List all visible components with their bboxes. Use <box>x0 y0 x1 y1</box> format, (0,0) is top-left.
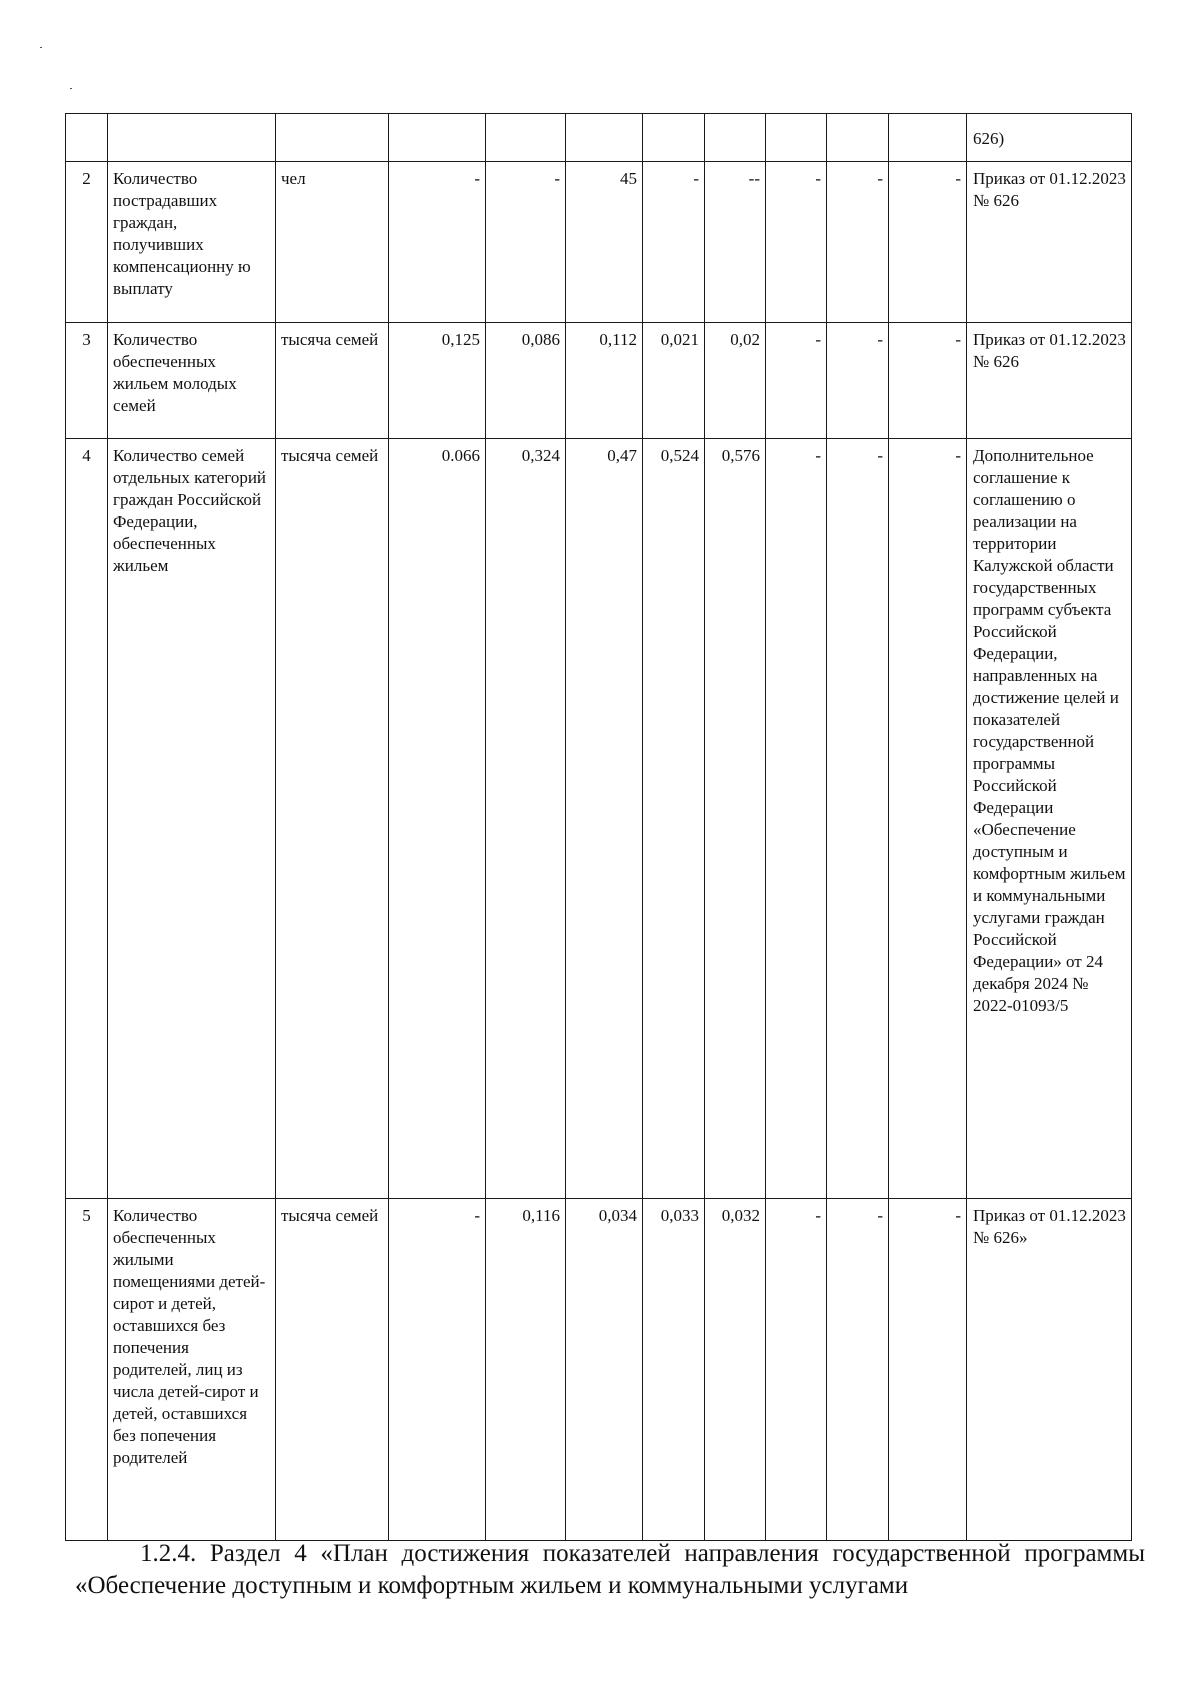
cell-value <box>827 114 889 162</box>
value-5: 0,02 <box>705 323 766 439</box>
value-3: 0,47 <box>566 439 643 1199</box>
unit: чел <box>276 162 389 323</box>
value-2: 0,324 <box>486 439 566 1199</box>
indicator-name: Количество пострадавших граждан, получивших компенсационну ю выплату <box>108 162 276 323</box>
cell-num <box>66 114 108 162</box>
value-4: - <box>643 162 705 323</box>
value-6: - <box>766 323 827 439</box>
table-row-continuation <box>66 114 1132 162</box>
row-number: 4 <box>66 439 108 1199</box>
value-7: - <box>827 323 889 439</box>
value-1: 0,125 <box>389 323 486 439</box>
cell-unit <box>276 114 389 162</box>
unit: тысяча семей <box>276 323 389 439</box>
unit: тысяча семей <box>276 439 389 1199</box>
cell-value <box>486 114 566 162</box>
row-number: 5 <box>66 1199 108 1541</box>
cell-name <box>108 114 276 162</box>
source-document: Приказ от 01.12.2023 № 626 <box>967 323 1132 439</box>
value-7: - <box>827 1199 889 1541</box>
value-7: - <box>827 439 889 1199</box>
cell-value <box>705 114 766 162</box>
value-4: 0,033 <box>643 1199 705 1541</box>
cell-value <box>566 114 643 162</box>
value-8: - <box>889 162 967 323</box>
value-7: - <box>827 162 889 323</box>
value-6: - <box>766 439 827 1199</box>
value-8: - <box>889 1199 967 1541</box>
row-number: 2 <box>66 162 108 323</box>
section-note-text: 1.2.4. Раздел 4 «План достижения показателей направления государственной программы «Обеспечение доступным и комфортным жильем и коммунальными услугами <box>75 1540 1145 1599</box>
indicators-table <box>65 113 1132 1541</box>
table-row <box>66 323 1132 439</box>
value-3: 0,034 <box>566 1199 643 1541</box>
value-6: - <box>766 1199 827 1541</box>
value-1: - <box>389 1199 486 1541</box>
scan-speck <box>40 47 42 48</box>
value-1: - <box>389 162 486 323</box>
value-2: 0,086 <box>486 323 566 439</box>
scan-speck <box>70 88 72 89</box>
value-3: 45 <box>566 162 643 323</box>
unit: тысяча семей <box>276 1199 389 1541</box>
value-5: -- <box>705 162 766 323</box>
table-row <box>66 162 1132 323</box>
row-number: 3 <box>66 323 108 439</box>
cell-value <box>643 114 705 162</box>
source-document: Приказ от 01.12.2023 № 626 <box>967 162 1132 323</box>
value-1: 0.066 <box>389 439 486 1199</box>
table-row <box>66 1199 1132 1541</box>
value-8: - <box>889 439 967 1199</box>
value-4: 0,021 <box>643 323 705 439</box>
indicator-name: Количество семей отдельных категорий граждан Российской Федерации, обеспеченных жильем <box>108 439 276 1199</box>
value-8: - <box>889 323 967 439</box>
indicator-name: Количество обеспеченных жилыми помещениями детей-сирот и детей, оставшихся без попечения родителей, лиц из числа детей-сирот и детей, оставшихся без попечения родителей <box>108 1199 276 1541</box>
cell-value <box>889 114 967 162</box>
value-2: - <box>486 162 566 323</box>
table-row <box>66 439 1132 1199</box>
source-document: Приказ от 01.12.2023 № 626» <box>967 1199 1132 1541</box>
value-6: - <box>766 162 827 323</box>
cell-value <box>389 114 486 162</box>
value-5: 0,576 <box>705 439 766 1199</box>
value-3: 0,112 <box>566 323 643 439</box>
value-5: 0,032 <box>705 1199 766 1541</box>
source-document: Дополнительное соглашение к соглашению о реализации на территории Калужской области государственных программ субъекта Российской Федерации, направленных на достижение целей и показателей государственной программы Российской Федерации «Обеспечение доступным и комфортным жильем и коммунальными услугами граждан Российской Федерации» от 24 декабря 2024 № 2022-01093/5 <box>967 439 1132 1199</box>
value-2: 0,116 <box>486 1199 566 1541</box>
indicator-name: Количество обеспеченных жильем молодых семей <box>108 323 276 439</box>
section-note <box>75 1538 1145 1602</box>
value-4: 0,524 <box>643 439 705 1199</box>
cell-source: 626) <box>967 114 1132 162</box>
cell-value <box>766 114 827 162</box>
